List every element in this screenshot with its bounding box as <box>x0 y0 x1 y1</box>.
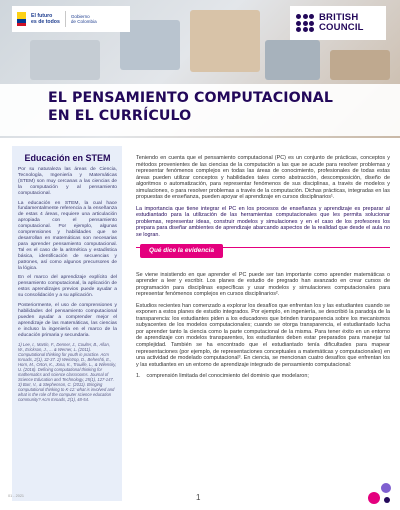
sidebar-stem <box>12 146 122 501</box>
sidebar-references: 1) Lee, I., Martin, F., Denner, J., Coulter, B., Allan, W., Erickson, J., ... & Werner, L. (2011). Computational thinking for youth in practice. Acm Inroads, 2(1), 32-37. 2) Weintrop, D., Beheshti, E., Horn, M., Orton, K., Jona, K., Trouille, L., & Wilensky, U. (2016). Defining computational thinking for mathematics and science classrooms. Journal of Science Education and Technology, 25(1), 127-147. 3) Barr, V., & Stephenson, C. (2011). Bringing computational thinking to K-12: what is involved and what is the role of the computer science education community? Acm Inroads, 2(1), 48-54. <box>18 342 117 403</box>
sidebar-title: Educación en STEM <box>24 153 111 163</box>
header-banner <box>0 0 400 138</box>
gov-logo-text: El futuro es de todos <box>31 13 60 25</box>
list-item <box>136 373 390 380</box>
gov-logo-divider <box>65 11 66 27</box>
sidebar-paragraph: Por su naturaleza las áreas de Ciencia, Tecnología, Ingeniería y Matemáticas (STEM) son muy cercanas a las ciencias de la computación y al pensamiento computacional. <box>18 167 117 196</box>
list-item-number: 1. <box>136 373 141 380</box>
body-paragraph: Se viene insistiendo en que aprender el PC puede ser tan importante como aprender matemáticas o aprender a leer y escribir. Los planes de estudio de pregrado han avanzado en crear cursos de programación para disciplinas específicas y usar modelos y simulaciones computacionales para representar fenómenos complejos en cursos disciplinarios². <box>136 271 390 298</box>
highlight-paragraph: La importancia que tiene integrar el PC en los procesos de enseñanza y aprendizaje es preparar al estudiantado para la utilización de las herramientas computacionales que les permita solucionar problemas, representar ideas, construir modelos y simulaciones y en el caso de los profesores los prepara para diseñar ambientes de aprendizaje abarcando aspectos de la realidad que desde el aula no se logran. <box>136 205 390 239</box>
sidebar-paragraph: En el marco del aprendizaje explícito del pensamiento computacional, la aplicación de estos aprendizajes previos puede ayudar a su consolidación y a su aplicación. <box>18 275 117 299</box>
title-box <box>0 84 400 136</box>
page-title-line1: EL PENSAMIENTO COMPUTACIONAL <box>48 90 333 106</box>
body-paragraph: Teniendo en cuenta que el pensamiento computacional (PC) es un conjunto de prácticas, conceptos y métodos provenientes de las ciencias de la computación a las que se acude para resolver problemas y representar fenómenos complejos en todas las áreas de conocimiento, profesionales de todas estas áreas pueden utilizar conceptos y habilidades tales como abstracción, descomposición, diseño de algoritmos o automatización, para representar fenómenos de sus disciplinas, a través de modelos y simulaciones, o para resolver problemas a través de la computación. Dichas prácticas, integradas en las propuestas de enseñanza, pueden apoyar el aprendizaje en cursos disciplinarios¹. <box>136 155 390 201</box>
banner-photo-block <box>265 40 320 80</box>
banner-photo-block <box>330 50 390 80</box>
evidence-section-header <box>136 244 390 262</box>
gobierno-colombia-logo <box>12 6 130 32</box>
british-council-wordmark: BRITISH COUNCIL <box>319 11 364 33</box>
british-council-logo <box>290 6 386 40</box>
banner-photo-block <box>30 40 100 80</box>
british-council-dots-icon <box>296 14 314 32</box>
gov-logo-subtext: Gobierno de Colombia <box>70 13 97 24</box>
list-item-text: comprensión limitada del conocimiento del dominio que modelaron; <box>146 373 309 380</box>
sidebar-paragraph: Posteriormente, el uso de comprensiones y habilidades del pensamiento computacional pueden ayudar a comprender mejor el aprendizaje de las matemáticas, las ciencias e incluso la ingeniería en el marco de la educación primaria y secundaria. <box>18 303 117 338</box>
colombia-flag-icon <box>17 12 26 26</box>
sidebar-paragraph: La educación en STEM, la cual hace fundamentalmente referencia a la enseñanza de estas 4 áreas, requiere una articulación apropiada con el pensamiento computacional. Por ejemplo, algunas comprensiones y habilidades que se desarrollan en matemáticas son necesarias para aprender pensamiento computacional. Tal es el caso de la aritmética y estadística básica, identificación de secuencias y patrones, así como algunos precursores de la lógica. <box>18 200 117 271</box>
banner-photo-block <box>190 10 260 72</box>
footer-code: 01 - 2021 <box>8 494 25 498</box>
evidence-label: Qué dice la evidencia <box>140 244 223 258</box>
main-content <box>136 155 390 380</box>
page-title-line2: EN EL CURRÍCULO <box>48 108 192 124</box>
body-paragraph: Estudios recientes han comenzado a explorar los desafíos que enfrentan los y las estudiantes cuando se exponen a estos planes de estudio integrados. Por ejemplo, en ingeniería, se describió la paradoja de la transparencia: los estudiantes piden a los educadores que brinden transparencia sobre los mecanismos subyacentes de los modelos computacionales; cuando se otorga transparencia, el estudiantado lucha por aprender tanto la ciencia como la parte computacional de la misma. Para tener éxito en un entorno de aprendizaje con modelos transparentes, los estudiantes deben estar preparados para manejar tal complejidad. También se ha encontrado que el estudiantado tenía dificultades para mapear representaciones (por ejemplo, de representaciones conceptuales a matemáticas y computacionales) en una actividad de modelado computacional³. En ciencia, se mencionan cuatro desafíos que enfrentan los y las estudiantes en un entorno de aprendizaje integrado de pensamiento computacional: <box>136 302 390 368</box>
corner-decoration-icon <box>366 478 394 506</box>
page-number: 1 <box>196 493 201 502</box>
